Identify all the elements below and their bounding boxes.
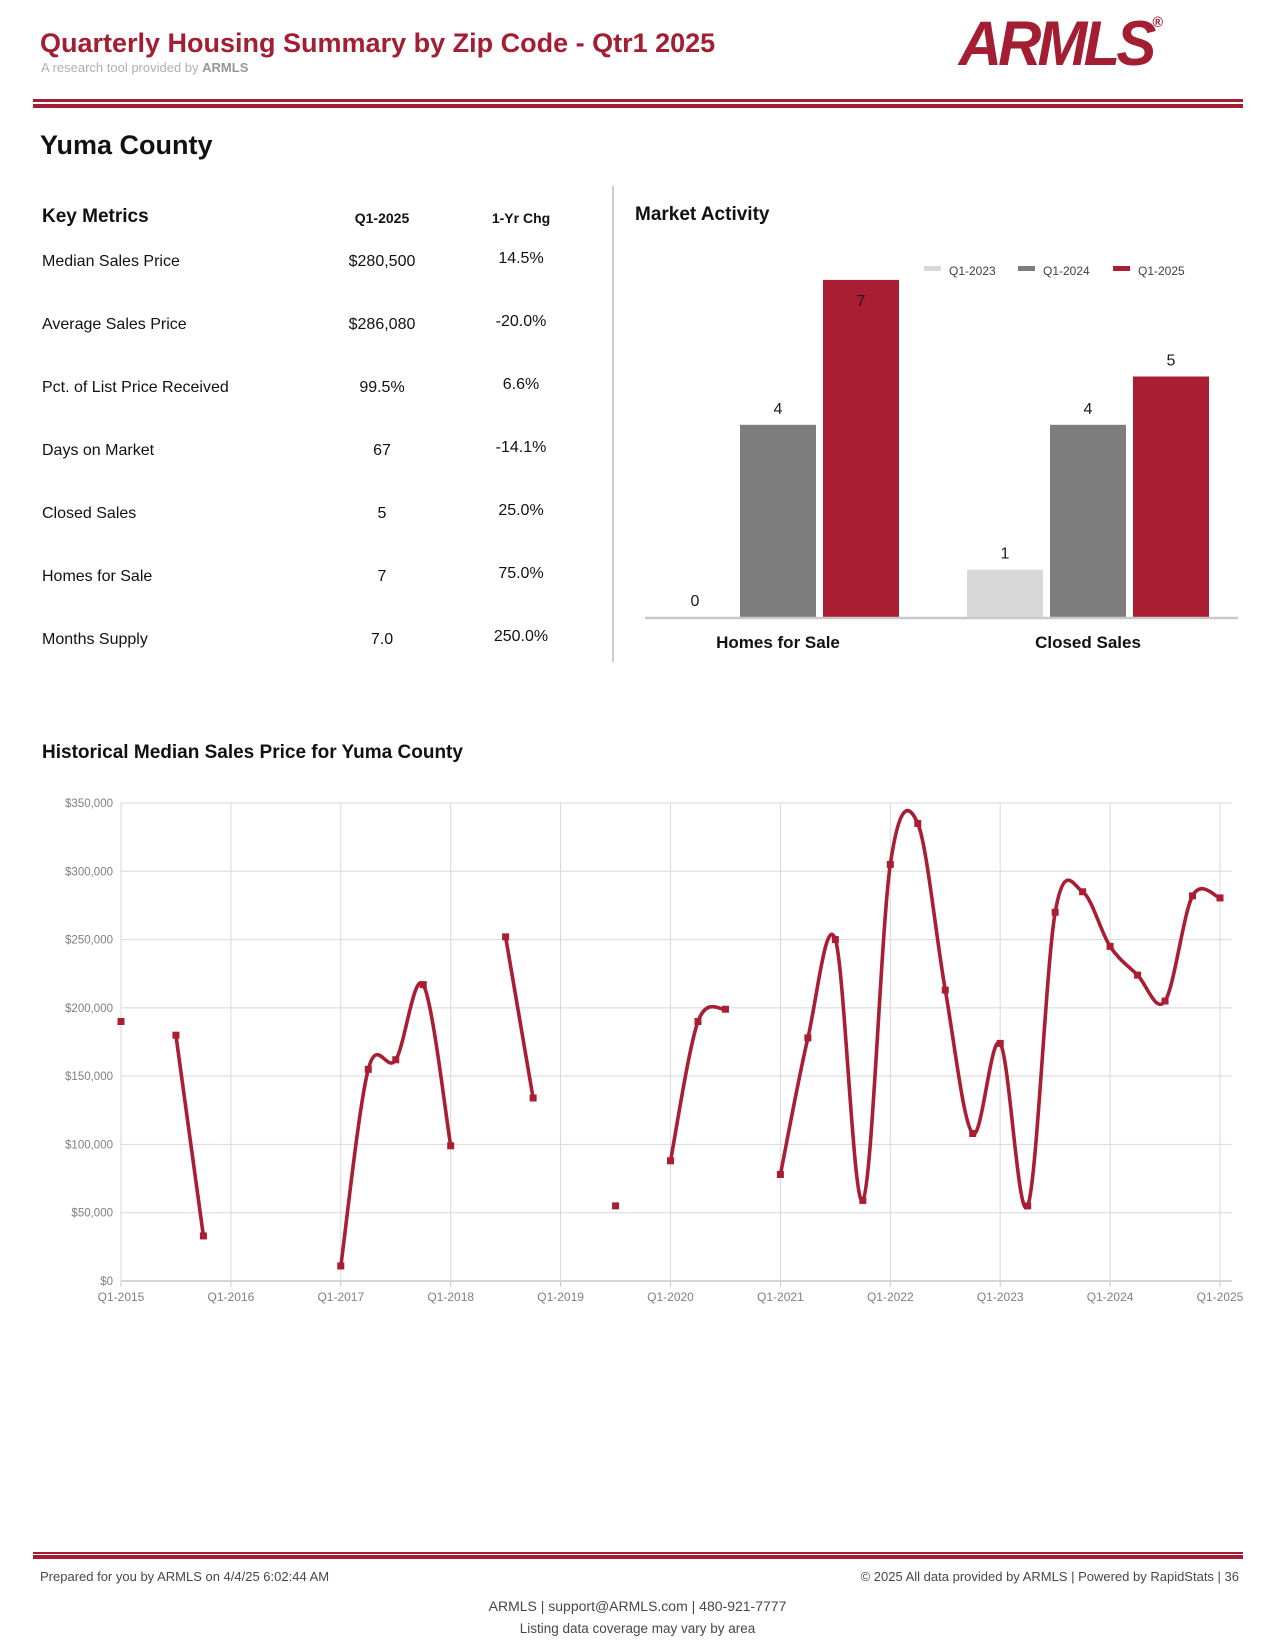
x-axis-label: Q1-2025 — [1196, 1290, 1244, 1304]
data-point-marker — [612, 1202, 619, 1209]
data-point-marker — [1217, 894, 1224, 901]
metric-row — [42, 250, 582, 277]
bar-value-label: 4 — [1083, 400, 1093, 418]
metric-value: 99.5% — [359, 379, 405, 396]
column-header-q1-2025: Q1-2025 — [354, 210, 410, 226]
footer-prepared-text: Prepared for you by ARMLS on 4/4/25 6:02:44 AM — [40, 1569, 330, 1584]
market-activity-heading: Market Activity — [635, 204, 770, 225]
data-point-marker — [942, 987, 949, 994]
data-point-marker — [392, 1056, 399, 1063]
bar — [740, 425, 816, 618]
metric-value: 7 — [377, 568, 387, 585]
report-subtitle — [41, 60, 248, 75]
metric-label: Pct. of List Price Received — [42, 379, 229, 396]
data-point-marker — [694, 1018, 701, 1025]
data-point-marker — [1052, 909, 1059, 916]
registered-mark: ® — [1152, 14, 1163, 31]
x-axis-label: Q1-2024 — [1086, 1290, 1134, 1304]
x-axis-label: Q1-2019 — [537, 1290, 584, 1304]
data-point-marker — [969, 1130, 976, 1137]
data-point-marker — [804, 1034, 811, 1041]
price-line — [506, 937, 533, 1098]
data-point-marker — [1134, 972, 1141, 979]
data-point-marker — [997, 1040, 1004, 1047]
data-point-marker — [667, 1157, 674, 1164]
data-point-marker — [337, 1262, 344, 1269]
armls-logo-text: ARMLS — [958, 9, 1153, 79]
historical-chart-heading: Historical Median Sales Price for Yuma County — [42, 742, 463, 763]
data-point-marker — [200, 1232, 207, 1239]
metric-label: Days on Market — [42, 442, 155, 459]
data-point-marker — [1189, 892, 1196, 899]
header-divider-rule — [33, 99, 1243, 108]
data-point-marker — [1079, 888, 1086, 895]
y-axis-label: $300,000 — [65, 866, 113, 879]
x-axis-label: Q1-2018 — [427, 1290, 475, 1304]
armls-logo — [916, 8, 1163, 80]
metric-change: -20.0% — [495, 313, 547, 330]
x-axis-label: Q1-2020 — [647, 1290, 694, 1304]
data-point-marker — [914, 820, 921, 827]
category-label: Closed Sales — [1035, 633, 1141, 652]
data-point-marker — [722, 1006, 729, 1013]
historical-price-chart — [0, 740, 1275, 1315]
metric-value: 67 — [373, 442, 391, 459]
market-activity-chart — [590, 180, 1275, 662]
data-point-marker — [1107, 943, 1114, 950]
x-axis-label: Q1-2022 — [866, 1290, 914, 1304]
subtitle-prefix: A research tool provided by — [41, 60, 203, 75]
bar-value-label: 1 — [1000, 545, 1010, 563]
y-axis-label: $350,000 — [65, 798, 113, 810]
legend-label: Q1-2023 — [949, 264, 996, 278]
metric-change: 250.0% — [493, 628, 549, 645]
bar-value-label: 0 — [690, 593, 700, 610]
data-point-marker — [777, 1171, 784, 1178]
data-point-marker — [887, 861, 894, 868]
y-axis-label: $50,000 — [71, 1207, 113, 1220]
metric-change: -14.1% — [495, 439, 547, 456]
data-point-marker — [1024, 1202, 1031, 1209]
data-point-marker — [859, 1197, 866, 1204]
metric-value: $280,500 — [348, 253, 416, 270]
bar — [823, 280, 899, 618]
legend-label: Q1-2025 — [1138, 264, 1185, 278]
y-axis-label: $150,000 — [65, 1071, 113, 1084]
footer-coverage-text: Listing data coverage may vary by area — [519, 1621, 756, 1636]
x-axis-label: Q1-2016 — [207, 1290, 255, 1304]
data-point-marker — [420, 981, 427, 988]
data-point-marker — [1162, 998, 1169, 1005]
metric-change: 25.0% — [498, 502, 544, 519]
price-line — [341, 983, 451, 1266]
metric-row — [42, 502, 582, 529]
y-axis-label: $0 — [100, 1276, 113, 1288]
data-point-marker — [365, 1066, 372, 1073]
metric-value: 7.0 — [370, 631, 394, 648]
key-metrics-heading: Key Metrics — [42, 206, 149, 227]
price-line — [176, 1035, 204, 1236]
data-point-marker — [502, 933, 509, 940]
y-axis-label: $250,000 — [65, 934, 113, 947]
metric-change: 6.6% — [502, 376, 540, 393]
metric-label: Months Supply — [42, 631, 148, 648]
x-axis-label: Q1-2017 — [317, 1290, 365, 1304]
legend-swatch — [1018, 266, 1035, 271]
bar-value-label: 5 — [1166, 352, 1176, 370]
metric-value: 5 — [377, 505, 387, 522]
data-point-marker — [118, 1018, 125, 1025]
y-axis-label: $100,000 — [65, 1139, 113, 1152]
subtitle-brand: ARMLS — [202, 60, 249, 75]
footer-copyright-text: © 2025 All data provided by ARMLS | Powered by RapidStats | 36 — [860, 1569, 1239, 1584]
footer-divider-rule — [33, 1552, 1243, 1559]
y-axis-label: $200,000 — [65, 1002, 113, 1015]
metric-label: Closed Sales — [42, 505, 137, 522]
footer-contact-text: ARMLS | support@ARMLS.com | 480-921-7777 — [488, 1598, 787, 1614]
metric-row — [42, 628, 582, 655]
metric-value: $286,080 — [348, 316, 416, 333]
metric-row — [42, 376, 582, 403]
column-header-1yr-chg: 1-Yr Chg — [491, 210, 551, 226]
bar-value-label: 7 — [856, 292, 866, 310]
data-point-marker — [832, 936, 839, 943]
x-axis-label: Q1-2015 — [97, 1290, 145, 1304]
category-label: Homes for Sale — [716, 633, 840, 652]
metric-label: Median Sales Price — [42, 253, 180, 270]
bar — [1133, 377, 1209, 619]
data-point-marker — [447, 1142, 454, 1149]
x-axis-label: Q1-2023 — [976, 1290, 1024, 1304]
metric-row — [42, 439, 582, 466]
metric-change: 75.0% — [498, 565, 544, 582]
x-axis-label: Q1-2021 — [757, 1290, 804, 1304]
legend-swatch — [924, 266, 941, 271]
metric-row — [42, 313, 582, 340]
data-point-marker — [172, 1032, 179, 1039]
bar-value-label: 4 — [773, 400, 783, 418]
metric-row — [42, 565, 582, 592]
metric-change: 14.5% — [498, 250, 544, 267]
metric-label: Average Sales Price — [42, 316, 187, 333]
bar — [1050, 425, 1126, 618]
legend-swatch — [1113, 266, 1130, 271]
metric-label: Homes for Sale — [42, 568, 153, 585]
bar — [967, 570, 1043, 618]
price-line — [671, 1007, 726, 1161]
county-title: Yuma County — [40, 130, 213, 160]
data-point-marker — [530, 1094, 537, 1101]
report-title: Quarterly Housing Summary by Zip Code - Qtr1 2025 — [40, 28, 716, 58]
legend-label: Q1-2024 — [1043, 264, 1090, 278]
